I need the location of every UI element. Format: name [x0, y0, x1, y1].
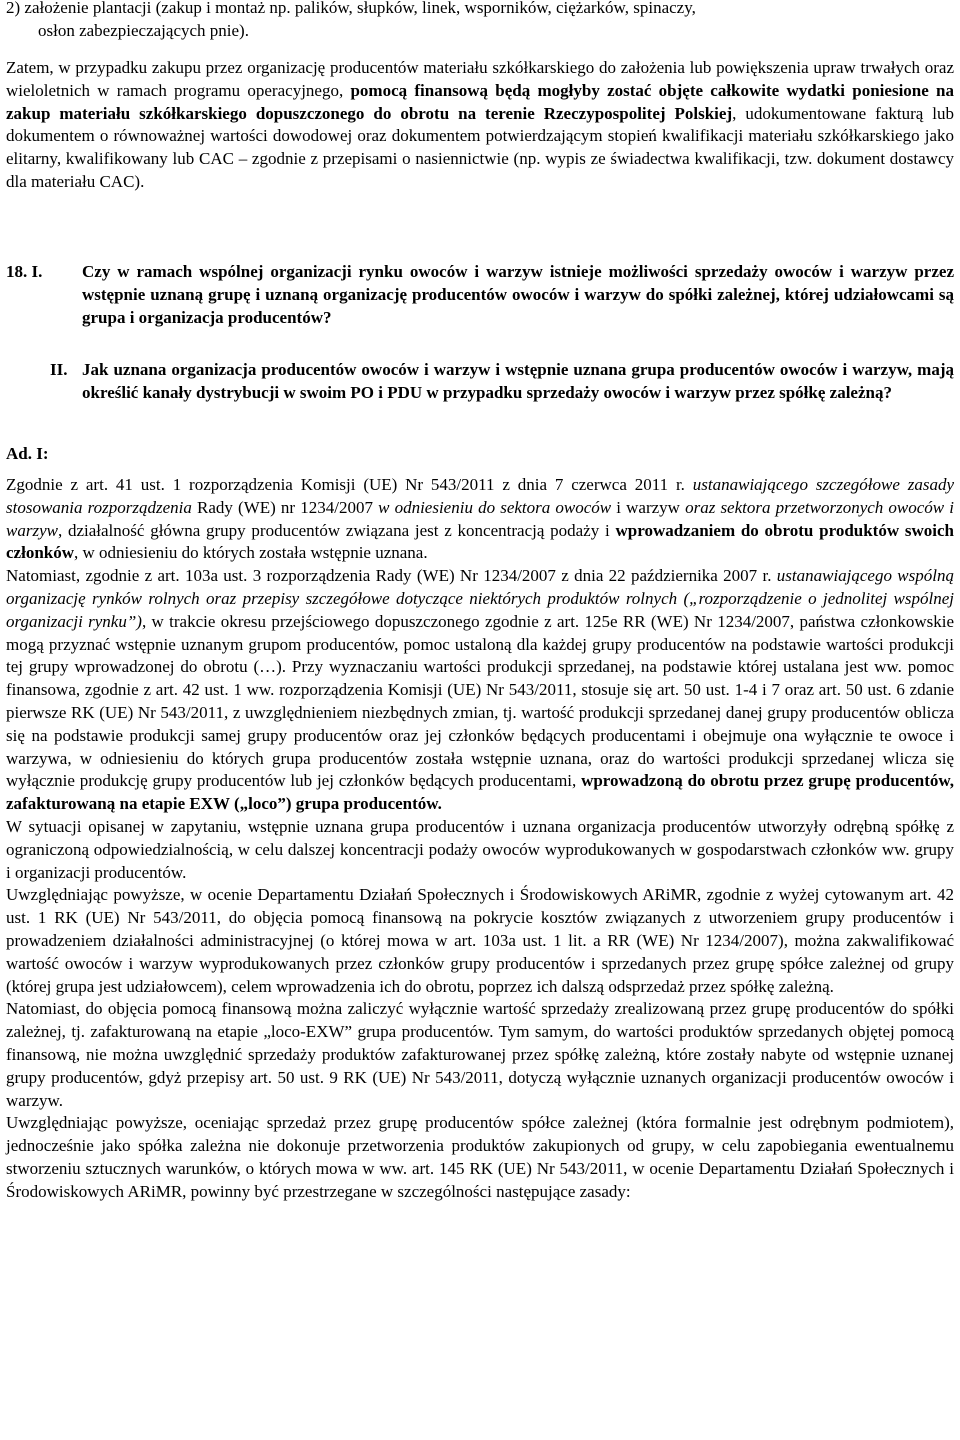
question-part-2-number: II.: [50, 360, 68, 379]
paragraph-w-sytuacji: W sytuacji opisanej w zapytaniu, wstępnie uznana grupa producentów i uznana organizacja producentów utworzyły odrębną spółkę z ograniczoną odpowiedzialnością, w celu dalszej koncentracji podaży owoców wyprodukowanych w gospodarstwach członków ww. grupy i organizacji producentów.: [6, 816, 954, 882]
paragraph-zgodnie-italic-3: oraz sektora przetworzonych owoców i warzyw: [6, 497, 955, 540]
paragraph-zgodnie-text-3: i warzyw: [611, 497, 686, 517]
list-item-2: [6, 0, 954, 43]
paragraph-uwzgledniajac-1: Uwzględniając powyższe, w ocenie Departamentu Działań Społecznych i Środowiskowych ARiMR, zgodnie z wyżej cytowanym art. 42 ust. 1 RK (UE) Nr 543/2011, do objęcia pomocą finansową na pokrycie kosztów związanych z utworzeniem grupy producentów i prowadzeniem działalności administracyjnej (o której mowa w art. 103a ust. 1 lit. a RR (WE) Nr 1234/2007), można zakwalifikować wartość owoców i warzyw wyprodukowanych przez członków grupy producentów i sprzedanych przez grupę spółce zależnej od grupy (której grupa jest udziałowcem), celem wprowadzenia ich do obrotu, poprzez ich dalszą odsprzedaż przez spółkę zależną.: [6, 885, 954, 996]
paragraph-zgodnie-bold: wprowadzaniem do obrotu produktów swoich członków: [6, 520, 954, 563]
list-item-2-line1: 2) założenie plantacji (zakup i montaż np. palików, słupków, linek, wsporników, ciężarków, spinaczy,: [6, 0, 696, 17]
paragraph-zatem: [6, 57, 954, 194]
paragraph-natomiast-1-italic: ustanawiającego wspólną organizację rynków rolnych oraz przepisy szczegółowe dotyczące niektórych produktów rolnych („rozporządzenie o jednolitej wspólnej organizacji rynku”): [6, 566, 954, 631]
paragraph-zgodnie-text-2: Rady (WE) nr 1234/2007: [191, 497, 379, 517]
answer-body: [6, 474, 954, 1204]
paragraph-zgodnie-text-4: , działalność główna grupy producentów związana jest z koncentracją podaży i: [57, 520, 616, 540]
paragraph-natomiast-1-bold: wprowadzoną do obrotu przez grupę producentów, zafakturowaną na etapie EXW („loco”) grupa producentów.: [6, 771, 955, 814]
paragraph-zgodnie-text-5: , w odniesieniu do których została wstępnie uznana.: [74, 543, 428, 563]
answer-heading: Ad. I:: [6, 444, 49, 463]
question-18-part-2: Jak uznana organizacja producentów owoców i warzyw i wstępnie uznana grupa producentów owoców i warzyw, mają określić kanały dystrybucji w swoim PO i PDU w przypadku sprzedaży owoców i warzyw przez spółkę zależną?: [82, 360, 954, 402]
paragraph-zgodnie: [6, 474, 954, 565]
paragraph-natomiast-2: Natomiast, do objęcia pomocą finansową można zaliczyć wyłącznie wartość sprzedaży zrealizowaną przez grupę producentów do spółki zależnej, tj. zafakturowaną na etapie „loco-EXW” grupa producentów. Tym samym, do wartości produktów sprzedanych objętej pomocą finansową, nie można uwzględnić sprzedaży produktów zafakturowanej przez spółkę zależną, które zostały nabyte od wstępnie uznanej grupy producentów, gdyż przepisy art. 50 ust. 9 RK (UE) Nr 543/2011, dotyczą wyłącznie uznanych organizacji producentów owoców i warzyw.: [6, 999, 954, 1110]
question-18-part-1: Czy w ramach wspólnej organizacji rynku owoców i warzyw istnieje możliwości sprzedaży owoców i warzyw przez wstępnie uznaną grupę i uznaną organizację producentów owoców i warzyw do spółki zależnej, której udziałowcami są grupa i organizacja producentów?: [82, 262, 954, 327]
question-number: 18. I.: [6, 262, 43, 281]
paragraph-zgodnie-text: Zgodnie z art. 41 ust. 1 rozporządzenia Komisji (UE) Nr 543/2011 z dnia 7 czerwca 2011 r.: [6, 475, 693, 494]
paragraph-zatem-text: Zatem, w przypadku zakupu przez organizację producentów materiału szkółkarskiego do założenia lub powiększenia upraw trwałych oraz wieloletnich w ramach programu operacyjnego,: [6, 58, 954, 100]
paragraph-uwzgledniajac-2: Uwzględniając powyższe, oceniając sprzedaż przez grupę producentów spółce zależnej (która formalnie jest odrębnym podmiotem), jednocześnie jako spółka zależna nie dokonuje przetworzenia produktów zakupionych od grupy, w celu zapobiegania ewentualnemu stworzeniu sztucznych warunków, o których mowa w ww. art. 145 RK (UE) Nr 543/2011, w ocenie Departamentu Działań Społecznych i Środowiskowych ARiMR, powinny być przestrzegane w szczególności następujące zasady:: [6, 1113, 954, 1201]
paragraph-natomiast-1: [6, 565, 954, 816]
paragraph-zgodnie-italic: ustanawiającego szczegółowe zasady stosowania rozporządzenia: [6, 475, 954, 517]
paragraph-zatem-text-2: , udokumentowane fakturą lub dokumentem o równoważnej wartości dowodowej oraz dokumentem potwierdzającym stopień kwalifikacji materiału szkółkarskiego jako elitarny, kwalifikowany lub CAC – zgodnie z przepisami o nasiennictwie (np. wypis ze świadectwa kwalifikacji, tzw. dokument dostawcy dla materiału CAC).: [6, 103, 954, 191]
paragraph-zgodnie-italic-2: w odniesieniu do sektora owoców: [378, 497, 612, 517]
list-item-2-line2: osłon zabezpieczających pnie).: [38, 20, 249, 40]
paragraph-natomiast-1-text: Natomiast, zgodnie z art. 103a ust. 3 rozporządzenia Rady (WE) Nr 1234/2007 z dnia 22 października 2007 r.: [6, 566, 777, 586]
paragraph-zatem-bold: pomocą finansową będą mogłyby zostać objęte całkowite wydatki poniesione na zakup materiału szkółkarskiego dopuszczonego do obrotu na terenie Rzeczypospolitej Polskiej: [6, 80, 954, 123]
paragraph-natomiast-1-text-2: , w trakcie okresu przejściowego dopuszczonego zgodnie z art. 125e RR (WE) Nr 1234/2007, państwa członkowskie mogą przyznać wstępnie uznanym grupom producentów, pomoc ustaloną dla każdej grupy producentów na podstawie wartości produkcji tej grupy wprowadzonej do obrotu (…). Przy wyznaczaniu wartości produkcji sprzedanej, na podstawie której ustalana jest ww. pomoc finansowa, zgodnie z art. 42 ust. 1 ww. rozporządzenia Komisji (UE) Nr 543/2011, stosuje się art. 50 ust. 1-4 i 7 oraz art. 50 ust. 6 zdanie pierwsze RK (UE) Nr 543/2011, z uwzględnieniem niezbędnych zmian, tj. wartość produkcji sprzedanej danej grupy producentów oblicza się na podstawie produkcji samej grupy producentów oraz jej członków będących producentami i obejmuje ona wyłącznie te owoce i warzywa, w odniesieniu do których grupa producentów została wstępnie uznana, oraz do wartości produkcji sprzedanej wlicza się wyłącznie produkcję grupy producentów lub jej członków będących producentami,: [6, 611, 954, 791]
